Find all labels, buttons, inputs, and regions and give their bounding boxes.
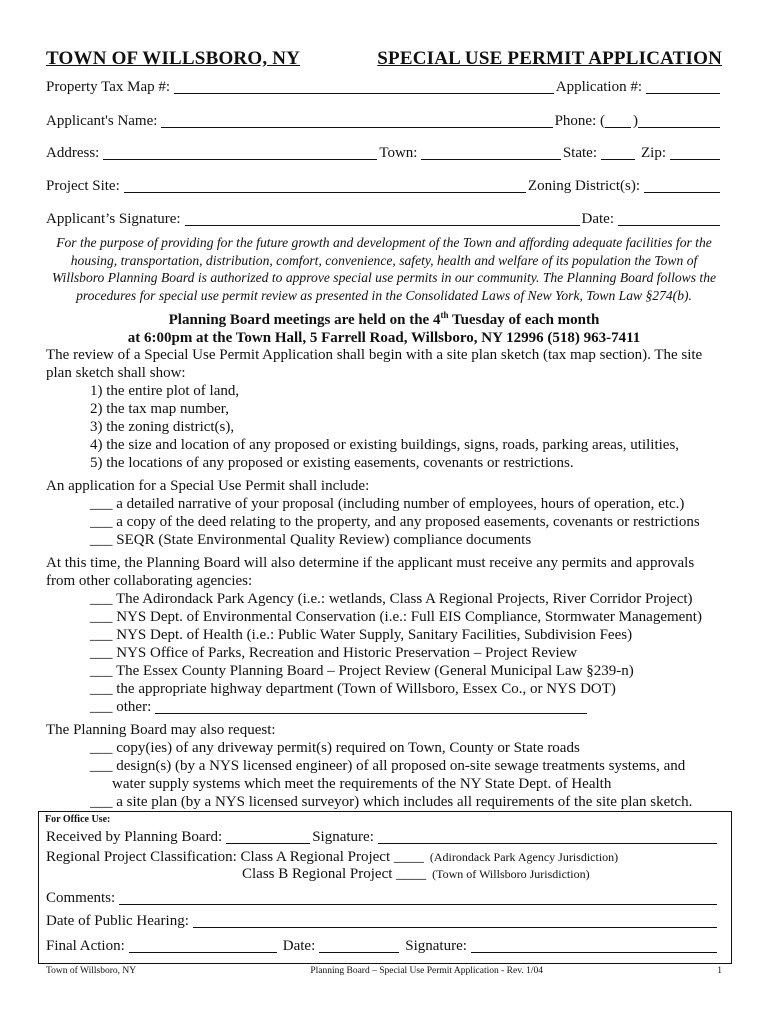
review-item: 3) the zoning district(s), [90,419,235,435]
zip-label: Zip: [641,145,666,161]
final-signature-label: Signature: [405,938,467,954]
received-row [46,828,719,846]
applicant-name-label: Applicant's Name: [46,113,158,129]
zoning-field[interactable] [644,178,720,193]
applicant-name-row [46,112,722,130]
form-title: SPECIAL USE PERMIT APPLICATION [377,48,722,69]
agency-other-row [46,698,722,716]
applicant-signature-label: Applicant’s Signature: [46,211,181,227]
phone-area-code-field[interactable] [605,113,631,128]
agency-item[interactable]: ___ The Adirondack Park Agency (i.e.: wetlands, Class A Regional Projects, River Corridor Project) [90,591,693,607]
office-use-box [38,811,732,964]
final-date-field[interactable] [319,938,399,953]
office-signature-field[interactable] [378,829,717,844]
town-heading: TOWN OF WILLSBORO, NY [46,48,301,69]
application-intro: An application for a Special Use Permit shall include: [46,478,370,494]
agency-item[interactable]: ___ The Essex County Planning Board – Project Review (General Municipal Law §239-n) [90,663,634,679]
purpose-statement: For the purpose of providing for the future growth and development of the Town and affording adequate facilities for the housing, transportation, distribution, comfort, convenience, safety, health and welfare of its population the Town of Willsboro Planning Board is authorized to approve special use permits in our community. The Planning Board follows the procedures for special use permit review as presented in the Consolidated Laws of New York, Town Law §274(b). [51,235,717,303]
final-action-row [46,937,719,955]
classification-label[interactable]: Regional Project Classification: Class A Regional Project ____ [46,849,424,865]
requests-intro: The Planning Board may also request: [46,722,276,738]
phone-close-paren: ) [633,113,638,129]
hearing-row [46,912,719,930]
comments-label: Comments: [46,890,116,906]
office-signature-label: Signature: [312,829,374,845]
tax-map-label: Property Tax Map #: [46,79,171,95]
tax-map-row [46,78,722,96]
meeting-line1-a: Planning Board meetings are held on the 4 [168,312,441,328]
state-field[interactable] [601,145,635,160]
footer-center: Planning Board – Special Use Permit Application - Rev. 1/04 [310,966,543,976]
agencies-section [46,554,722,716]
agency-item[interactable]: ___ NYS Dept. of Environmental Conservation (i.e.: Full EIS Compliance, Stormwater Management) [90,609,702,625]
hearing-field[interactable] [193,913,717,928]
final-date-label: Date: [282,938,316,954]
agency-other-label: ___ other: [90,699,152,715]
request-item[interactable]: ___ copy(ies) of any driveway permit(s) required on Town, County or State roads [90,740,580,756]
request-item[interactable]: ___ design(s) (by a NYS licensed engineer) of all proposed on-site sewage treatments systems, and [90,758,686,774]
received-label: Received by Planning Board: [46,829,223,845]
date-field[interactable] [618,211,720,226]
review-section [46,346,722,472]
application-item[interactable]: ___ a copy of the deed relating to the property, and any proposed easements, covenants or restrictions [90,514,700,530]
applicant-name-field[interactable] [161,113,552,128]
review-item: 2) the tax map number, [90,401,229,417]
page-footer [46,966,722,976]
application-item[interactable]: ___ SEQR (State Environmental Quality Review) compliance documents [90,532,532,548]
application-number-field[interactable] [646,79,720,94]
phone-number-field[interactable] [638,113,720,128]
requests-section [46,721,722,811]
agency-other-field[interactable] [155,699,587,714]
class-b-note: (Town of Willsboro Jurisdiction) [432,867,590,881]
review-item: 4) the size and location of any proposed or existing buildings, signs, roads, parking areas, utilities, [90,437,680,453]
comments-row [46,889,719,907]
meeting-ordinal-sup: th [440,310,449,320]
project-site-label: Project Site: [46,178,120,194]
page-number: 1 [717,966,722,976]
review-intro: The review of a Special Use Permit Application shall begin with a site plan sketch (tax map section). The site plan sketch shall show: [46,347,703,381]
footer-left: Town of Willsboro, NY [46,966,137,976]
meeting-notice [46,306,722,347]
address-row [46,144,722,162]
zip-field[interactable] [670,145,720,160]
date-label: Date: [581,211,614,227]
town-field[interactable] [421,145,560,160]
meeting-line1-b: Tuesday of each month [448,312,600,328]
town-label: Town: [379,145,418,161]
zoning-label: Zoning District(s): [527,178,640,194]
agency-item[interactable]: ___ NYS Office of Parks, Recreation and Historic Preservation – Project Review [90,645,578,661]
agencies-intro: At this time, the Planning Board will also determine if the applicant must receive any permits and approvals from other collaborating agencies: [46,555,695,589]
meeting-line2: at 6:00pm at the Town Hall, 5 Farrell Road, Willsboro, NY 12996 (518) 963-7411 [127,330,641,346]
request-item-continuation: water supply systems which meet the requirements of the NY State Dept. of Health [112,776,612,792]
agency-item[interactable]: ___ the appropriate highway department (Town of Willsboro, Essex Co., or NYS DOT) [90,681,616,697]
request-item[interactable]: ___ a site plan (by a NYS licensed surveyor) which includes all requirements of the site plan sketch. [90,794,693,810]
state-label: State: [562,145,597,161]
address-field[interactable] [103,145,377,160]
class-b-label[interactable]: Class B Regional Project ____ [242,866,427,882]
final-action-field[interactable] [129,938,277,953]
hearing-label: Date of Public Hearing: [46,913,189,929]
office-use-label: For Office Use: [45,814,111,825]
agency-item[interactable]: ___ NYS Dept. of Health (i.e.: Public Water Supply, Sanitary Facilities, Subdivision Fees) [90,627,633,643]
applicant-signature-field[interactable] [185,211,580,226]
phone-label: Phone: ( [554,113,605,129]
project-site-field[interactable] [124,178,526,193]
class-a-note: (Adirondack Park Agency Jurisdiction) [429,850,619,864]
final-signature-field[interactable] [471,938,717,953]
received-field[interactable] [226,829,310,844]
review-item: 1) the entire plot of land, [90,383,240,399]
application-section [46,477,722,549]
address-label: Address: [46,145,100,161]
application-number-label: Application #: [555,79,642,95]
application-item[interactable]: ___ a detailed narrative of your proposal (including number of employees, hours of operation, etc.) [90,496,685,512]
comments-field[interactable] [119,890,717,905]
class-b-row [46,865,719,883]
project-site-row [46,177,722,195]
tax-map-field[interactable] [174,79,554,94]
signature-row [46,210,722,228]
final-action-label: Final Action: [46,938,125,954]
review-item: 5) the locations of any proposed or existing easements, covenants or restrictions. [90,455,574,471]
classification-row [46,848,719,866]
